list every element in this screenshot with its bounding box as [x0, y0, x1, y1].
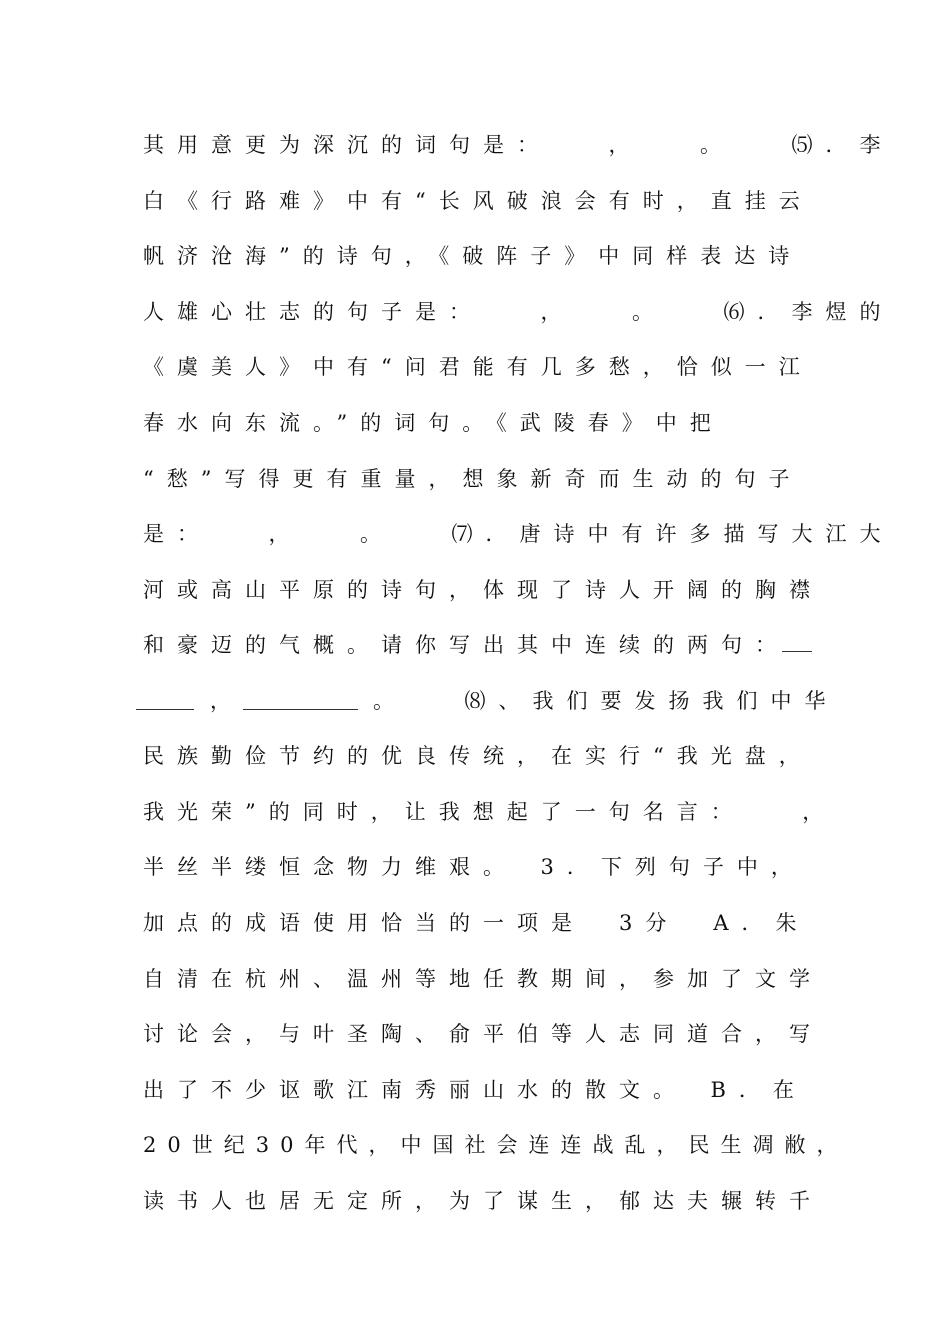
text-line: 《虞美人》中有“问君能有几多愁，恰似一江: [143, 355, 813, 379]
text-line: 河或高山平原的诗句，体现了诗人开阔的胸襟: [143, 578, 823, 602]
text-line: “愁”写得更有重量，想象新奇而生动的句子: [143, 467, 803, 491]
text-line: 出了不少讴歌江南秀丽山水的散文。 B．在: [143, 1078, 807, 1102]
text-line: 白《行路难》中有“长风破浪会有时，直挂云: [143, 189, 813, 213]
text-line: 是： ， 。 ⑺．唐诗中有许多描写大江大: [143, 522, 894, 546]
text-line: 读书人也居无定所，为了谋生，郁达夫辗转千: [143, 1189, 823, 1213]
text-line: 春水向东流。”的词句。《武陵春》中把: [143, 411, 724, 435]
text-line: 其用意更为深沉的词句是： ， 。 ⑸．李: [143, 133, 894, 157]
text-line: 我光荣”的同时，让我想起了一句名言： ，: [143, 800, 837, 824]
text-line: 和豪迈的气概。请你写出其中连续的两句：: [143, 633, 789, 657]
text-line: 半丝半缕恒念物力维艰。 3．下列句子中，: [143, 855, 805, 879]
text-line: 民族勤俭节约的优良传统，在实行“我光盘，: [143, 744, 813, 768]
fill-in-blank: [243, 709, 358, 710]
text-line: 20世纪30年代，中国社会连连战乱，民生凋敝，: [143, 1133, 849, 1157]
text-line: 人雄心壮志的句子是： ， 。 ⑹．李煜的: [143, 300, 894, 324]
text-line: 自清在杭州、温州等地任教期间，参加了文学: [143, 967, 823, 991]
fill-in-blank: [782, 651, 812, 652]
text-line: ，: [210, 689, 244, 713]
text-line: 。 ⑻、我们要发扬我们中华: [373, 689, 839, 713]
fill-in-blank: [136, 709, 194, 710]
text-line: 讨论会，与叶圣陶、俞平伯等人志同道合，写: [143, 1022, 823, 1046]
text-line: 加点的成语使用恰当的一项是 3分 A．朱: [143, 911, 810, 935]
text-line: 帆济沧海”的诗句，《破阵子》中同样表达诗: [143, 244, 803, 268]
